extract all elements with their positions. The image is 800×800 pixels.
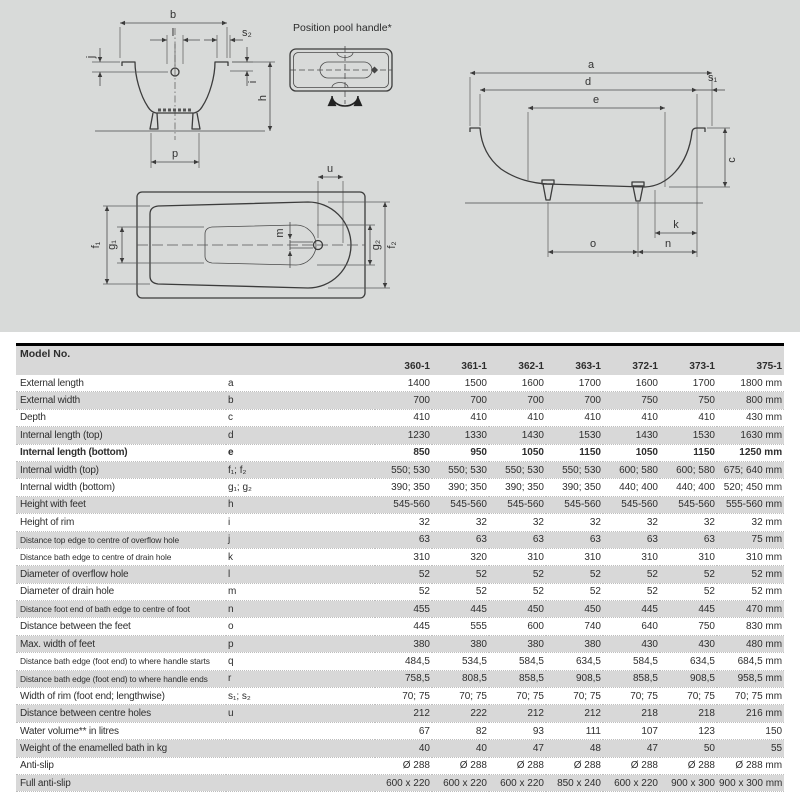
cell-value: 958,5 mm: [717, 670, 784, 687]
row-label: Full anti-slip: [16, 774, 226, 791]
dim-label-s2: s₂: [242, 27, 252, 39]
row-label: Height with feet: [16, 496, 226, 513]
cell-value: 111: [546, 722, 603, 739]
cell-value: 550; 530: [489, 461, 546, 478]
row-symbol: b: [226, 392, 375, 409]
dim-label-c: c: [726, 157, 738, 163]
row-symbol: m: [226, 583, 375, 600]
cell-value: 640: [603, 618, 660, 635]
cell-value: 390; 350: [489, 479, 546, 496]
cell-value: 63: [489, 531, 546, 548]
cell-value: 50: [660, 740, 717, 757]
cell-value: Ø 288: [603, 757, 660, 774]
cell-value: 858,5: [489, 670, 546, 687]
cell-value: 600 x 220: [603, 774, 660, 791]
cell-value: 47: [489, 740, 546, 757]
cell-value: 1700: [546, 375, 603, 392]
row-symbol: [226, 757, 375, 774]
cell-value: 800 mm: [717, 392, 784, 409]
row-label: Diameter of overflow hole: [16, 566, 226, 583]
cell-value: 52 mm: [717, 583, 784, 600]
dim-label-u: u: [326, 163, 334, 175]
cell-value: Ø 288: [375, 757, 432, 774]
row-symbol: o: [226, 618, 375, 635]
row-symbol: h: [226, 496, 375, 513]
cell-value: 410: [603, 409, 660, 426]
cell-value: 445: [432, 601, 489, 618]
cell-value: 1630 mm: [717, 427, 784, 444]
cell-value: 32: [432, 514, 489, 531]
cell-value: 634,5: [546, 653, 603, 670]
table-row: [16, 444, 784, 461]
cell-value: 450: [489, 601, 546, 618]
handle-position-bottom: [332, 83, 348, 88]
cell-value: 32: [489, 514, 546, 531]
cell-value: 75 mm: [717, 531, 784, 548]
cell-value: 52: [546, 583, 603, 600]
cell-value: 520; 450 mm: [717, 479, 784, 496]
cell-value: 1050: [603, 444, 660, 461]
dim-label-k: k: [673, 219, 679, 231]
cell-value: 750: [603, 392, 660, 409]
row-label: Distance bath edge (foot end) to where handle ends: [16, 670, 226, 687]
row-label: Anti-slip: [16, 757, 226, 774]
table-row: [16, 583, 784, 600]
pool-handle-label: Position pool handle*: [293, 22, 392, 34]
cell-value: 52: [489, 566, 546, 583]
cell-value: 750: [660, 392, 717, 409]
cell-value: 380: [375, 635, 432, 652]
cell-value: 430 mm: [717, 409, 784, 426]
cell-value: 950: [432, 444, 489, 461]
model-column-header: 361-1: [461, 361, 487, 372]
table-row: [16, 375, 784, 392]
model-row-spacer: [16, 360, 226, 375]
cell-value: 545-560: [489, 496, 546, 513]
cell-value: 1050: [489, 444, 546, 461]
row-symbol: u: [226, 705, 375, 722]
cell-value: 700: [432, 392, 489, 409]
cell-value: 410: [489, 409, 546, 426]
row-symbol: s₁; s₂: [226, 688, 375, 705]
row-symbol: [226, 774, 375, 791]
cell-value: 32: [546, 514, 603, 531]
cell-value: 750: [660, 618, 717, 635]
cell-value: 52 mm: [717, 566, 784, 583]
table-row: [16, 688, 784, 705]
right-foot: [192, 113, 200, 129]
cell-value: 545-560: [375, 496, 432, 513]
row-label: External length: [16, 375, 226, 392]
row-label: Water volume** in litres: [16, 722, 226, 739]
cell-value: 310: [603, 548, 660, 565]
row-symbol: g₁; g₂: [226, 479, 375, 496]
row-label: Depth: [16, 409, 226, 426]
cell-value: 63: [375, 531, 432, 548]
table-row: [16, 427, 784, 444]
left-foot: [543, 184, 553, 200]
cell-value: 1600: [603, 375, 660, 392]
cell-value: 380: [432, 635, 489, 652]
cell-value: 600 x 220: [489, 774, 546, 791]
dim-label-s1: s₁: [708, 72, 718, 84]
cell-value: 700: [546, 392, 603, 409]
table-row: [16, 514, 784, 531]
table-row: [16, 757, 784, 774]
row-symbol: k: [226, 548, 375, 565]
cell-value: 1150: [546, 444, 603, 461]
cell-value: 440; 400: [660, 479, 717, 496]
left-foot: [150, 113, 158, 129]
row-label: Internal length (top): [16, 427, 226, 444]
dim-label-b: b: [169, 9, 177, 21]
cell-value: 32: [603, 514, 660, 531]
cell-value: 545-560: [603, 496, 660, 513]
row-label: External width: [16, 392, 226, 409]
table-row: [16, 670, 784, 687]
table-row: [16, 653, 784, 670]
row-symbol: a: [226, 375, 375, 392]
cell-value: 700: [489, 392, 546, 409]
cell-value: 70; 75: [660, 688, 717, 705]
table-row: [16, 479, 784, 496]
row-label: Distance top edge to centre of overflow hole: [16, 531, 226, 548]
model-column-header: 372-1: [632, 361, 658, 372]
row-symbol: q: [226, 653, 375, 670]
cell-value: 67: [375, 722, 432, 739]
technical-drawings-panel: [0, 0, 800, 332]
cell-value: 123: [660, 722, 717, 739]
table-row: [16, 531, 784, 548]
row-symbol: [226, 722, 375, 739]
cell-value: 47: [603, 740, 660, 757]
row-label: Internal width (top): [16, 461, 226, 478]
cell-value: 52: [603, 566, 660, 583]
cell-value: 484,5: [375, 653, 432, 670]
cell-value: 1530: [660, 427, 717, 444]
row-label: Max. width of feet: [16, 635, 226, 652]
cell-value: 48: [546, 740, 603, 757]
cell-value: 32 mm: [717, 514, 784, 531]
cell-value: 212: [546, 705, 603, 722]
cell-value: 310: [489, 548, 546, 565]
cell-value: 545-560: [546, 496, 603, 513]
dim-label-j: j: [85, 55, 97, 59]
cell-value: 40: [375, 740, 432, 757]
cell-value: 900 x 300 mm: [717, 774, 784, 791]
cell-value: 850 x 240: [546, 774, 603, 791]
cell-value: 390; 350: [432, 479, 489, 496]
cell-value: 555-560 mm: [717, 496, 784, 513]
row-label: Weight of the enamelled bath in kg: [16, 740, 226, 757]
cell-value: 445: [660, 601, 717, 618]
bathtub-side-outline: [470, 128, 705, 187]
model-no-header: Model No.: [20, 348, 71, 360]
cell-value: 480 mm: [717, 635, 784, 652]
cell-value: 150: [717, 722, 784, 739]
dim-label-m: m: [274, 228, 286, 238]
cell-value: 470 mm: [717, 601, 784, 618]
dim-label-g1: g₁: [106, 240, 118, 250]
cell-value: 212: [489, 705, 546, 722]
cell-value: 1800 mm: [717, 375, 784, 392]
cell-value: 52: [375, 583, 432, 600]
cell-value: 1700: [660, 375, 717, 392]
dim-label-a: a: [587, 59, 595, 71]
row-symbol: n: [226, 601, 375, 618]
cell-value: 52: [375, 566, 432, 583]
cell-value: 555: [432, 618, 489, 635]
cell-value: 740: [546, 618, 603, 635]
cell-value: 684,5 mm: [717, 653, 784, 670]
cell-value: 52: [432, 566, 489, 583]
cell-value: 222: [432, 705, 489, 722]
cell-value: 430: [660, 635, 717, 652]
row-symbol: [226, 740, 375, 757]
table-row: [16, 392, 784, 409]
table-row: [16, 635, 784, 652]
dim-label-f2: f₂: [386, 241, 398, 249]
dim-label-o: o: [589, 238, 597, 250]
table-row: [16, 461, 784, 478]
cell-value: 380: [546, 635, 603, 652]
cell-value: 455: [375, 601, 432, 618]
right-foot: [633, 186, 643, 201]
row-label: Distance bath edge (foot end) to where handle starts: [16, 653, 226, 670]
cell-value: 70; 75 mm: [717, 688, 784, 705]
model-row-spacer: [226, 360, 375, 375]
row-label: Internal length (bottom): [16, 444, 226, 461]
model-column-header: 360-1: [404, 361, 430, 372]
cell-value: 1230: [375, 427, 432, 444]
model-numbers-row: [16, 360, 784, 375]
row-symbol: f₁; f₂: [226, 461, 375, 478]
cell-value: 380: [489, 635, 546, 652]
cell-value: Ø 288: [489, 757, 546, 774]
cell-value: 808,5: [432, 670, 489, 687]
cell-value: 70; 75: [375, 688, 432, 705]
cell-value: 410: [546, 409, 603, 426]
cell-value: 52: [603, 583, 660, 600]
table-row: [16, 548, 784, 565]
cell-value: 600: [489, 618, 546, 635]
cell-value: 830 mm: [717, 618, 784, 635]
cell-value: 550; 530: [546, 461, 603, 478]
row-symbol: l: [226, 566, 375, 583]
cell-value: 1250 mm: [717, 444, 784, 461]
row-symbol: d: [226, 427, 375, 444]
row-symbol: p: [226, 635, 375, 652]
cell-value: 32: [660, 514, 717, 531]
cell-value: 440; 400: [603, 479, 660, 496]
cell-value: 52: [546, 566, 603, 583]
table-row: [16, 705, 784, 722]
cell-value: 584,5: [603, 653, 660, 670]
model-column-header: 375-1: [756, 361, 783, 372]
row-label: Internal width (bottom): [16, 479, 226, 496]
row-symbol: e: [226, 444, 375, 461]
cell-value: 63: [603, 531, 660, 548]
cell-value: 450: [546, 601, 603, 618]
table-header-row: [16, 345, 784, 361]
cell-value: 600 x 220: [432, 774, 489, 791]
model-column-header: 362-1: [518, 361, 544, 372]
table-row: [16, 409, 784, 426]
cell-value: 63: [660, 531, 717, 548]
cell-value: 320: [432, 548, 489, 565]
cell-value: 93: [489, 722, 546, 739]
table-row: [16, 601, 784, 618]
pool-handle-diagram: [288, 44, 410, 136]
cell-value: 1530: [546, 427, 603, 444]
cell-value: Ø 288: [660, 757, 717, 774]
cell-value: 310 mm: [717, 548, 784, 565]
cell-value: 908,5: [546, 670, 603, 687]
table-row: [16, 496, 784, 513]
dim-label-i: i: [247, 80, 259, 84]
row-symbol: c: [226, 409, 375, 426]
cell-value: 430: [603, 635, 660, 652]
table-row: [16, 566, 784, 583]
cell-value: 218: [660, 705, 717, 722]
row-symbol: r: [226, 670, 375, 687]
spec-table-area: [16, 343, 784, 792]
row-label: Distance foot end of bath edge to centre of foot: [16, 601, 226, 618]
cell-value: 700: [375, 392, 432, 409]
cell-value: 410: [432, 409, 489, 426]
row-label: Width of rim (foot end; lengthwise): [16, 688, 226, 705]
cell-value: 218: [603, 705, 660, 722]
cell-value: 52: [660, 583, 717, 600]
table-row: [16, 618, 784, 635]
row-symbol: i: [226, 514, 375, 531]
dim-label-f1: f₁: [90, 241, 102, 249]
cell-value: 600; 580: [660, 461, 717, 478]
cell-value: 63: [546, 531, 603, 548]
cell-value: 584,5: [489, 653, 546, 670]
dim-label-g2: g₂: [370, 239, 382, 251]
row-label: Distance bath edge to centre of drain hole: [16, 548, 226, 565]
cell-value: 550; 530: [375, 461, 432, 478]
cell-value: 52: [660, 566, 717, 583]
cell-value: 1500: [432, 375, 489, 392]
cell-value: 1430: [489, 427, 546, 444]
cell-value: 40: [432, 740, 489, 757]
dim-label-n: n: [664, 238, 672, 250]
table-row: [16, 774, 784, 791]
cell-value: 445: [375, 618, 432, 635]
model-column-header: 363-1: [575, 361, 601, 372]
cell-value: 82: [432, 722, 489, 739]
table-row: [16, 740, 784, 757]
spec-table: [16, 343, 784, 792]
dim-label-l: l: [171, 27, 175, 39]
cell-value: 445: [603, 601, 660, 618]
side-view-diagram: [455, 50, 800, 265]
cell-value: 858,5: [603, 670, 660, 687]
dim-label-p: p: [171, 148, 179, 160]
cell-value: 70; 75: [432, 688, 489, 705]
cell-value: 908,5: [660, 670, 717, 687]
cell-value: 758,5: [375, 670, 432, 687]
dim-label-e: e: [592, 94, 600, 106]
cell-value: Ø 288: [546, 757, 603, 774]
cell-value: 534,5: [432, 653, 489, 670]
cell-value: 545-560: [660, 496, 717, 513]
cell-value: 212: [375, 705, 432, 722]
cell-value: 310: [375, 548, 432, 565]
cell-value: 216 mm: [717, 705, 784, 722]
cell-value: 675; 640 mm: [717, 461, 784, 478]
cell-value: 70; 75: [489, 688, 546, 705]
cell-value: 410: [375, 409, 432, 426]
row-label: Distance between the feet: [16, 618, 226, 635]
cell-value: 1400: [375, 375, 432, 392]
dim-label-h: h: [257, 94, 269, 102]
cell-value: 850: [375, 444, 432, 461]
table-row: [16, 722, 784, 739]
cell-value: 390; 350: [546, 479, 603, 496]
cell-value: 550; 530: [432, 461, 489, 478]
cell-value: 310: [546, 548, 603, 565]
cell-value: 32: [375, 514, 432, 531]
cell-value: 410: [660, 409, 717, 426]
cell-value: 600 x 220: [375, 774, 432, 791]
cell-value: 600; 580: [603, 461, 660, 478]
row-label: Height of rim: [16, 514, 226, 531]
row-label: Diameter of drain hole: [16, 583, 226, 600]
cell-value: 634,5: [660, 653, 717, 670]
cell-value: 900 x 300: [660, 774, 717, 791]
row-symbol: j: [226, 531, 375, 548]
cell-value: 1150: [660, 444, 717, 461]
cell-value: 63: [432, 531, 489, 548]
cell-value: 1430: [603, 427, 660, 444]
model-column-header: 373-1: [689, 361, 715, 372]
cell-value: 52: [432, 583, 489, 600]
cell-value: 107: [603, 722, 660, 739]
cell-value: 55: [717, 740, 784, 757]
cell-value: 1330: [432, 427, 489, 444]
cell-value: 545-560: [432, 496, 489, 513]
row-label: Distance between centre holes: [16, 705, 226, 722]
cell-value: Ø 288: [432, 757, 489, 774]
cell-value: 70; 75: [546, 688, 603, 705]
cell-value: 52: [489, 583, 546, 600]
cell-value: 1600: [489, 375, 546, 392]
cell-value: 390; 350: [375, 479, 432, 496]
top-view-diagram: [80, 150, 420, 335]
dim-label-d: d: [584, 76, 592, 88]
cell-value: 70; 75: [603, 688, 660, 705]
cell-value: Ø 288 mm: [717, 757, 784, 774]
cell-value: 310: [660, 548, 717, 565]
